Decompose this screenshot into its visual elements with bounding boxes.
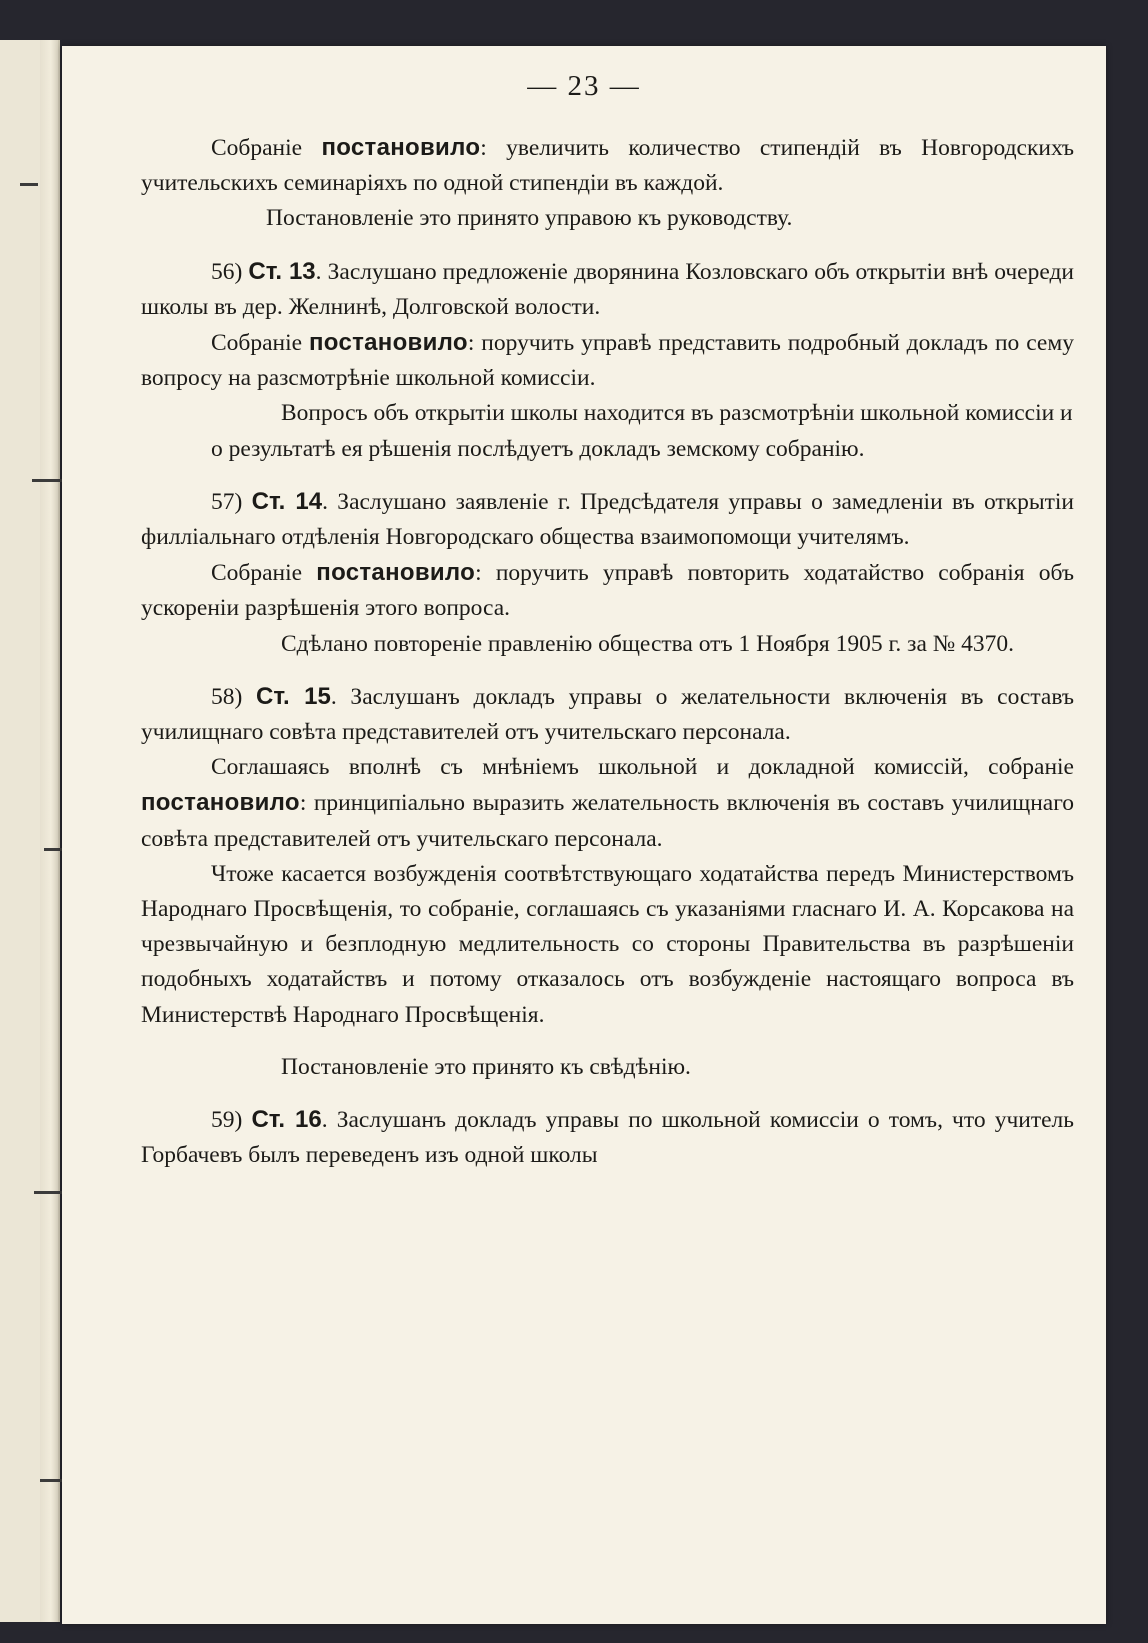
left-page-edge — [0, 40, 60, 1622]
document-page — [62, 46, 1106, 1624]
paragraph: Собраніе постановило: поручить управѣ повторить ходатайство собранія объ ускореніи разрѣшенія этого вопроса. — [141, 559, 1074, 622]
paragraph: Постановленіе это принято управою къ руководству. — [266, 205, 793, 232]
paragraph: 58) Ст. 15. Заслушанъ докладъ управы о желательности включенія въ составъ училищнаго совѣта представителей отъ учительскаго персонала. — [141, 682, 1074, 746]
binding-stitch — [34, 1191, 64, 1194]
binding-fold — [40, 40, 58, 1622]
article-ref: Ст. 15 — [256, 682, 331, 710]
article-ref: Ст. 16 — [251, 1106, 322, 1134]
binding-stitch — [20, 183, 38, 186]
page-body — [141, 130, 1074, 1173]
keyword-postanovilo: постановило — [321, 134, 481, 161]
paragraph: Сдѣлано повтореніе правленію общества отъ 1 Ноября 1905 г. за № 4370. — [281, 630, 1014, 657]
paragraph: 56) Ст. 13. Заслушано предложеніе дворянина Козловскаго объ открытіи внѣ очереди школы въ дер. Желнинѣ, Долговской волости. — [141, 257, 1075, 320]
paragraph: 59) Ст. 16. Заслушанъ докладъ управы по школьной комиссіи о томъ, что учитель Горбачевъ былъ переведенъ изъ одной школы — [141, 1106, 1074, 1169]
paragraph: Соглашаясь вполнѣ съ мнѣніемъ школьной и докладной комиссій, собраніе постановило: принципіально выразить желательность включенія въ составъ училищнаго совѣта представителей отъ учительскаго персонала. — [141, 754, 1074, 852]
paragraph: 57) Ст. 14. Заслушано заявленіе г. Предсѣдателя управы о замедленіи въ открытіи филліальнаго отдѣленія Новгородскаго общества взаимопомощи учителямъ. — [141, 487, 1074, 551]
keyword-postanovilo: постановило — [141, 789, 300, 817]
paragraph: Постановленіе это принято къ свѣдѣнію. — [281, 1053, 691, 1080]
paragraph: Собраніе постановило: увеличить количество стипендій въ Новгородскихъ учительскихъ семинаріяхъ по одной стипендіи въ каждой. — [141, 134, 1074, 197]
paragraph: Чтоже касается возбужденія соотвѣтствующаго ходатайства передъ Министерствомъ Народнаго Просвѣщенія, то собраніе, соглашаясь съ указаніями гласнаго И. А. Корсакова на чрезвычайную и безплодную медлительность со стороны Правительства въ разрѣшеніи подобныхъ ходатайствъ и потому отказалось отъ возбужденіе настоящаго вопроса въ Министерствѣ Народнаго Просвѣщенія. — [141, 860, 1074, 1028]
page-number: — 23 — — [527, 70, 641, 102]
binding-stitch — [32, 479, 62, 482]
keyword-postanovilo: постановило — [316, 559, 476, 587]
paragraph: Собраніе постановило: поручить управѣ представить подробный докладъ по сему вопросу на разсмотрѣніе школьной комиссіи. — [141, 329, 1074, 392]
keyword-postanovilo: постановило — [309, 329, 468, 357]
paragraph: Вопросъ объ открытіи школы находится въ разсмотрѣніи школьной комиссіи и о результатѣ ея рѣшенія послѣдуетъ докладъ земскому собранію. — [211, 400, 1073, 462]
article-ref: Ст. 14 — [251, 487, 323, 515]
article-ref: Ст. 13 — [248, 257, 316, 285]
